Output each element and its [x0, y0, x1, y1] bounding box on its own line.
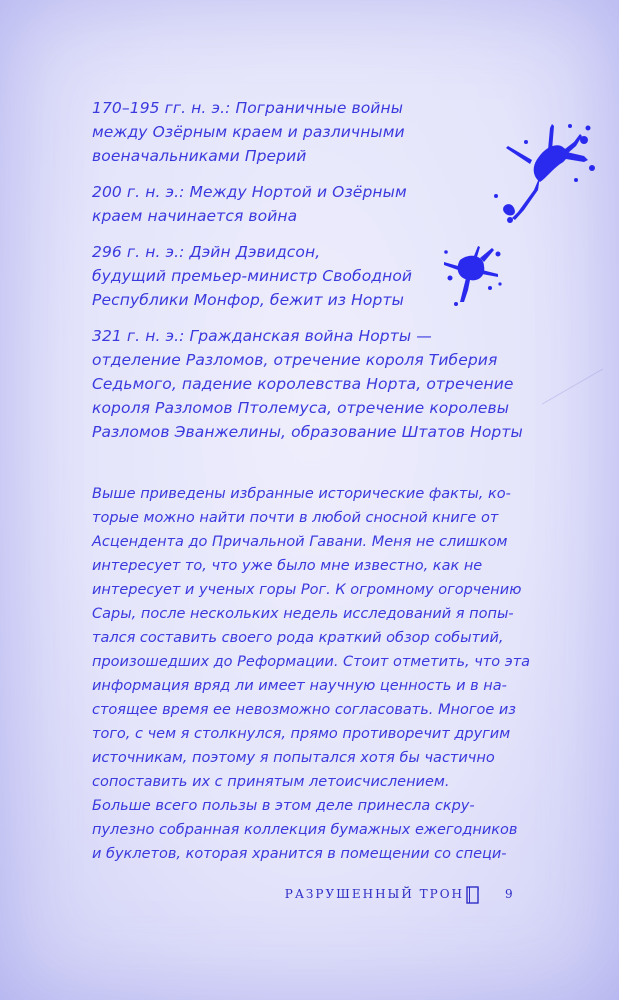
body-line: Асцендента до Причальной Гавани. Меня не слишком — [92, 534, 508, 550]
running-title: РАЗРУШЕННЫЙ ТРОН — [284, 887, 464, 901]
body-line: Сары, после нескольких недель исследований я попы- — [92, 606, 514, 622]
page-number: 9 — [505, 887, 513, 901]
timeline-line: между Озёрным краем и различными — [92, 123, 405, 141]
body-line: интересует и ученых горы Рог. К огромному огорчению — [92, 582, 522, 598]
body-line: стоящее время ее невозможно согласовать. Многое из — [92, 702, 516, 718]
timeline-line: Седьмого, падение королевства Норта, отречение — [92, 375, 514, 393]
body-line: пулезно собранная коллекция бумажных ежегодников — [92, 822, 518, 838]
body-line: Выше приведены избранные исторические факты, ко- — [92, 486, 511, 502]
timeline-line: 321 г. н. э.: Гражданская война Норты — — [92, 327, 432, 345]
timeline-entry — [92, 240, 522, 312]
body-line: интересует то, что уже было мне известно, как не — [92, 558, 483, 574]
timeline-line: 296 г. н. э.: Дэйн Дэвидсон, — [92, 243, 321, 261]
timeline-line: военачальниками Прерий — [92, 147, 307, 165]
timeline-line: краем начинается война — [92, 207, 298, 225]
body-line: торые можно найти почти в любой сносной книге от — [92, 510, 499, 526]
timeline-line: 200 г. н. э.: Между Нортой и Озёрным — [92, 183, 407, 201]
timeline — [92, 96, 522, 456]
body-line: источникам, поэтому я попытался хотя бы частично — [92, 750, 495, 766]
body-line: того, с чем я столкнулся, прямо противоречит другим — [92, 726, 511, 742]
timeline-line: будущий премьер-министр Свободной — [92, 267, 413, 285]
body-line: Больше всего пользы в этом деле принесла скру- — [92, 798, 475, 814]
book-icon — [466, 886, 480, 904]
timeline-line: Республики Монфор, бежит из Норты — [92, 291, 404, 309]
body-line: сопоставить их с принятым летоисчислением. — [92, 774, 450, 790]
body-text — [92, 482, 531, 866]
body-line: произошедших до Реформации. Стоит отметить, что эта — [92, 654, 531, 670]
body-line: тался составить своего рода краткий обзор событий, — [92, 630, 504, 646]
timeline-line: Разломов Эванжелины, образование Штатов Норты — [92, 423, 523, 441]
body-line: и буклетов, которая хранится в помещении со специ- — [92, 846, 507, 862]
timeline-entry — [92, 180, 522, 228]
timeline-line: 170–195 гг. н. э.: Пограничные войны — [92, 99, 404, 117]
body-line: информация вряд ли имеет научную ценность и в на- — [92, 678, 507, 694]
timeline-entry — [92, 96, 522, 168]
timeline-entry — [92, 324, 522, 444]
paper-crease — [542, 369, 619, 483]
timeline-line: короля Разломов Птолемуса, отречение королевы — [92, 399, 510, 417]
page-footer — [0, 884, 619, 908]
timeline-line: отделение Разломов, отречение короля Тиберия — [92, 351, 498, 369]
